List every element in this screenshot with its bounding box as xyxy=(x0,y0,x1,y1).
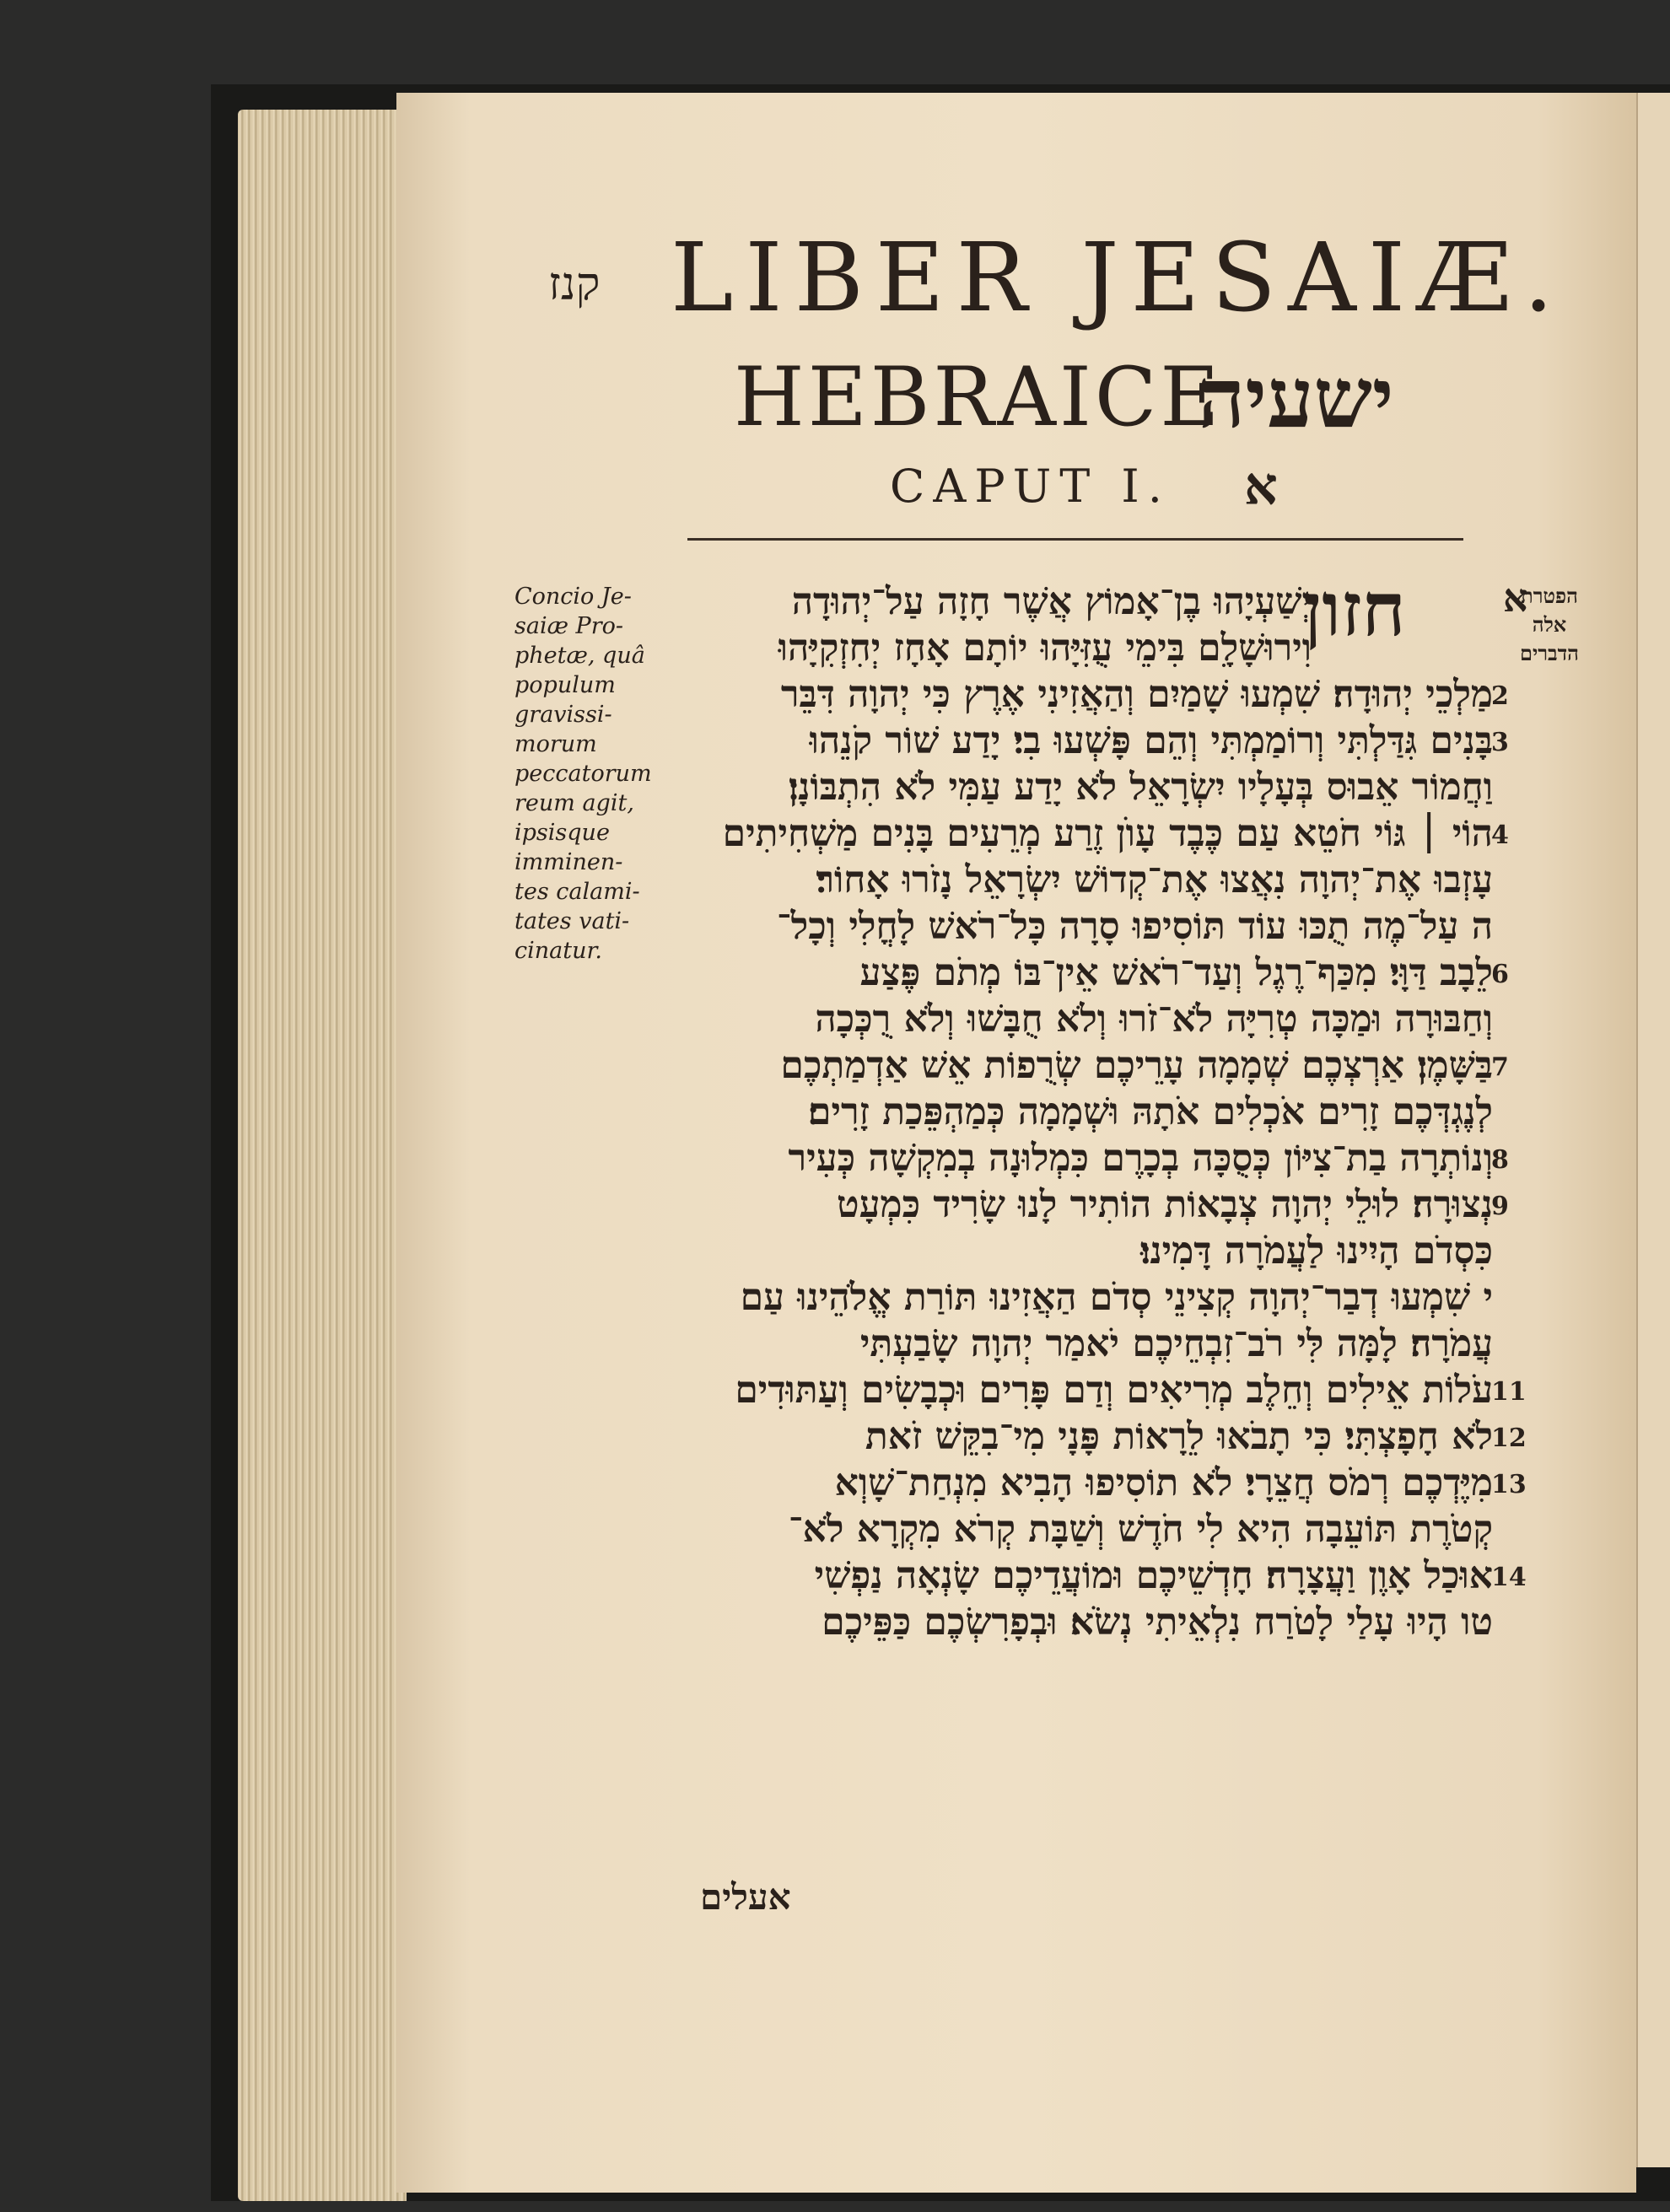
text-line xyxy=(666,998,1493,1044)
text-line-content: עָזְבוּ אֶת־יְהוָה נִאֲצוּ אֶת־קְדוֹשׁ יִשְׂרָאֵל נָזֹרוּ אָחוֹר׃ xyxy=(816,858,1493,901)
subtitle-latin: HEBRAICE xyxy=(734,350,1223,444)
side-note-hebrew xyxy=(1495,582,1604,668)
side-note-hebrew-line: הפטרת xyxy=(1521,584,1578,608)
chapter-latin: CAPUT I. xyxy=(890,460,1171,513)
verse-number: 3 xyxy=(1491,728,1509,757)
text-line-content: ה עַל־מֶה תֻכּוּ עוֹד תּוֹסִיפוּ סָרָה כָּל־רֹאשׁ לָחֳלִי וְכָל־ xyxy=(776,905,1493,948)
verse-number: 14 xyxy=(1491,1563,1527,1592)
side-note-line: gravissi- xyxy=(514,702,612,728)
text-line xyxy=(666,580,1493,627)
side-note-line: phetæ, quâ xyxy=(514,643,645,669)
side-note-line: reum agit, xyxy=(514,790,634,816)
text-line xyxy=(666,673,1493,719)
page-edges xyxy=(238,110,407,2201)
verse-number: 4 xyxy=(1491,821,1509,850)
text-line-content: מַלְכֵי יְהוּדָה׃ שִׁמְעוּ שָׁמַיִם וְהַאֲזִינִי אֶרֶץ כִּי יְהוָה דִּבֵּר xyxy=(780,673,1493,716)
side-note-hebrew-letter: א xyxy=(1503,575,1528,621)
chapter-hebrew: א xyxy=(1244,455,1278,517)
verse-number: 11 xyxy=(1491,1377,1527,1407)
side-note-line: ipsisque xyxy=(514,820,610,846)
text-line xyxy=(666,1508,1493,1554)
verse-number: 12 xyxy=(1491,1424,1527,1453)
catchword: אעלים xyxy=(700,1876,791,1918)
opening-word: חזון xyxy=(1303,565,1406,653)
side-note-hebrew-line: אלה xyxy=(1532,612,1567,637)
side-note-hebrew-line: הדברים xyxy=(1520,641,1579,665)
side-note-line: populum xyxy=(514,672,616,698)
text-line-content: קְטֹרֶת תּוֹעֵבָה הִיא לִי חֹדֶשׁ וְשַׁבָּת קְרֹא מִקְרָא לֹא־ xyxy=(788,1508,1493,1551)
page-number: קנז xyxy=(548,257,601,310)
text-line-content: יְשַׁעְיָהוּ בֶן־אָמוֹץ אֲשֶׁר חָזָה עַל־יְהוּדָה xyxy=(791,580,1312,623)
facing-page-edge xyxy=(1636,93,1670,2167)
side-note-latin xyxy=(514,582,671,966)
text-line xyxy=(666,1461,1493,1508)
header-rule xyxy=(687,538,1463,541)
side-note-line: tates vati- xyxy=(514,908,630,934)
verse-number: 2 xyxy=(1491,681,1509,711)
side-note-line: cinatur. xyxy=(514,938,603,964)
text-line-content: לְנֶגְדְּכֶם זָרִים אֹכְלִים אֹתָהּ וּשְׁמָמָה כְּמַהְפֵּכַת זָרִים׃ xyxy=(808,1090,1493,1133)
side-note-line: morum xyxy=(514,731,597,757)
text-line-content: וִירוּשָׁלָ͏ִם בִּימֵי עֻזִּיָּהוּ יוֹתָם אָחָז יְחִזְקִיָּהוּ xyxy=(778,627,1312,670)
text-line xyxy=(666,719,1493,766)
text-line xyxy=(666,1415,1493,1461)
text-line-content: וַחֲמוֹר אֵבוּס בְּעָלָיו יִשְׂרָאֵל לֹא יָדַע עַמִּי לֹא הִתְבּוֹנָן׃ xyxy=(788,766,1493,809)
text-line-content: עֲמֹרָה׃ לָמָּה לִּי רֹב־זִבְחֵיכֶם יֹאמַר יְהוָה שָׂבַעְתִּי xyxy=(859,1322,1493,1365)
side-note-line: tes calami- xyxy=(514,879,640,905)
verse-number: 9 xyxy=(1491,1192,1509,1221)
hebrew-text-block xyxy=(666,580,1493,1647)
text-line-content: וְנוֹתְרָה בַת־צִיּוֹן כְּסֻכָּה בְכָרֶם כִּמְלוּנָה בְמִקְשָׁה כְּעִיר xyxy=(788,1137,1493,1180)
text-line xyxy=(666,1369,1493,1415)
text-line-content: לֵבָב דַּוָּי׃ מִכַּף־רֶגֶל וְעַד־רֹאשׁ אֵין־בּוֹ מְתֹם פֶּצַע xyxy=(859,951,1493,994)
verse-number: 13 xyxy=(1491,1470,1527,1499)
side-note-line: peccatorum xyxy=(514,761,652,787)
text-line-content: הוֹי ׀ גּוֹי חֹטֵא עַם כֶּבֶד עָוֺן זֶרַע מְרֵעִים בָּנִים מַשְׁחִיתִים xyxy=(722,812,1493,855)
verse-number: 8 xyxy=(1491,1145,1509,1175)
verse-number: 6 xyxy=(1491,960,1509,989)
text-line xyxy=(666,1137,1493,1183)
text-line xyxy=(666,1090,1493,1137)
text-line-content: אוּכַל אָוֶן וַעֲצָרָה׃ חָדְשֵׁיכֶם וּמוֹעֲדֵיכֶם שָׂנְאָה נַפְשִׁי xyxy=(814,1554,1493,1597)
side-note-line: Concio Je- xyxy=(514,584,632,610)
side-note-line: saiæ Pro- xyxy=(514,613,624,639)
text-line xyxy=(666,1183,1493,1230)
text-line xyxy=(666,812,1493,858)
page-header xyxy=(548,223,1565,333)
text-line-content: טו הָיוּ עָלַי לָטֹרַח נִלְאֵיתִי נְשֹׂא׃ וּבְפָרִשְׂכֶם כַּפֵּיכֶם xyxy=(822,1601,1493,1644)
text-line xyxy=(666,951,1493,998)
text-line-content: י שִׁמְעוּ דְבַר־יְהוָה קְצִינֵי סְדֹם הַאֲזִינוּ תּוֹרַת אֱלֹהֵינוּ עַם xyxy=(740,1276,1493,1319)
text-line xyxy=(666,1276,1493,1322)
text-line xyxy=(666,1554,1493,1601)
text-line xyxy=(666,1601,1493,1647)
text-line-content: כִּסְדֹם הָיִינוּ לַעֲמֹרָה דָּמִינוּ׃ xyxy=(1140,1230,1493,1273)
text-line-content: נְצוּרָה׃ לוּלֵי יְהוָה צְבָאוֹת הוֹתִיר לָנוּ שָׂרִיד כִּמְעָט xyxy=(837,1183,1493,1226)
text-line xyxy=(666,627,1493,673)
verse-number: 7 xyxy=(1491,1052,1509,1082)
text-line-content: לֹא חָפָצְתִּי׃ כִּי תָבֹאוּ לֵרָאוֹת פָּנָי מִי־בִקֵּשׁ זֹאת xyxy=(865,1415,1493,1458)
text-line xyxy=(666,1230,1493,1276)
side-note-line: imminen- xyxy=(514,849,623,875)
text-line xyxy=(666,905,1493,951)
text-line xyxy=(666,858,1493,905)
text-line-content: בָּנִים גִּדַּלְתִּי וְרוֹמַמְתִּי וְהֵם פָּשְׁעוּ בִי׃ יָדַע שׁוֹר קֹנֵהוּ xyxy=(809,719,1493,762)
text-line xyxy=(666,1044,1493,1090)
text-line xyxy=(666,1322,1493,1369)
text-line-content: וְחַבּוּרָה וּמַכָּה טְרִיָּה לֹא־זֹרוּ וְלֹא חֻבָּשׁוּ וְלֹא רֻכְּכָה xyxy=(815,998,1493,1041)
text-line xyxy=(666,766,1493,812)
text-line-content: מִיֶּדְכֶם רְמֹס חֲצֵרָי׃ לֹא תוֹסִיפוּ הָבִיא מִנְחַת־שָׁוְא xyxy=(834,1461,1493,1504)
book-title: LIBER JESAIÆ. xyxy=(671,223,1565,333)
text-line-content: בַּשָּׁמֶן׃ אַרְצְכֶם שְׁמָמָה עָרֵיכֶם שְׂרֻפוֹת אֵשׁ אַדְמַתְכֶם xyxy=(780,1044,1493,1087)
text-line-content: עֹלוֹת אֵילִים וְחֵלֶב מְרִיאִים וְדַם פָּרִים וּכְבָשִׂים וְעַתּוּדִים xyxy=(735,1369,1493,1412)
subtitle-hebrew: ישעיה xyxy=(1198,350,1394,447)
